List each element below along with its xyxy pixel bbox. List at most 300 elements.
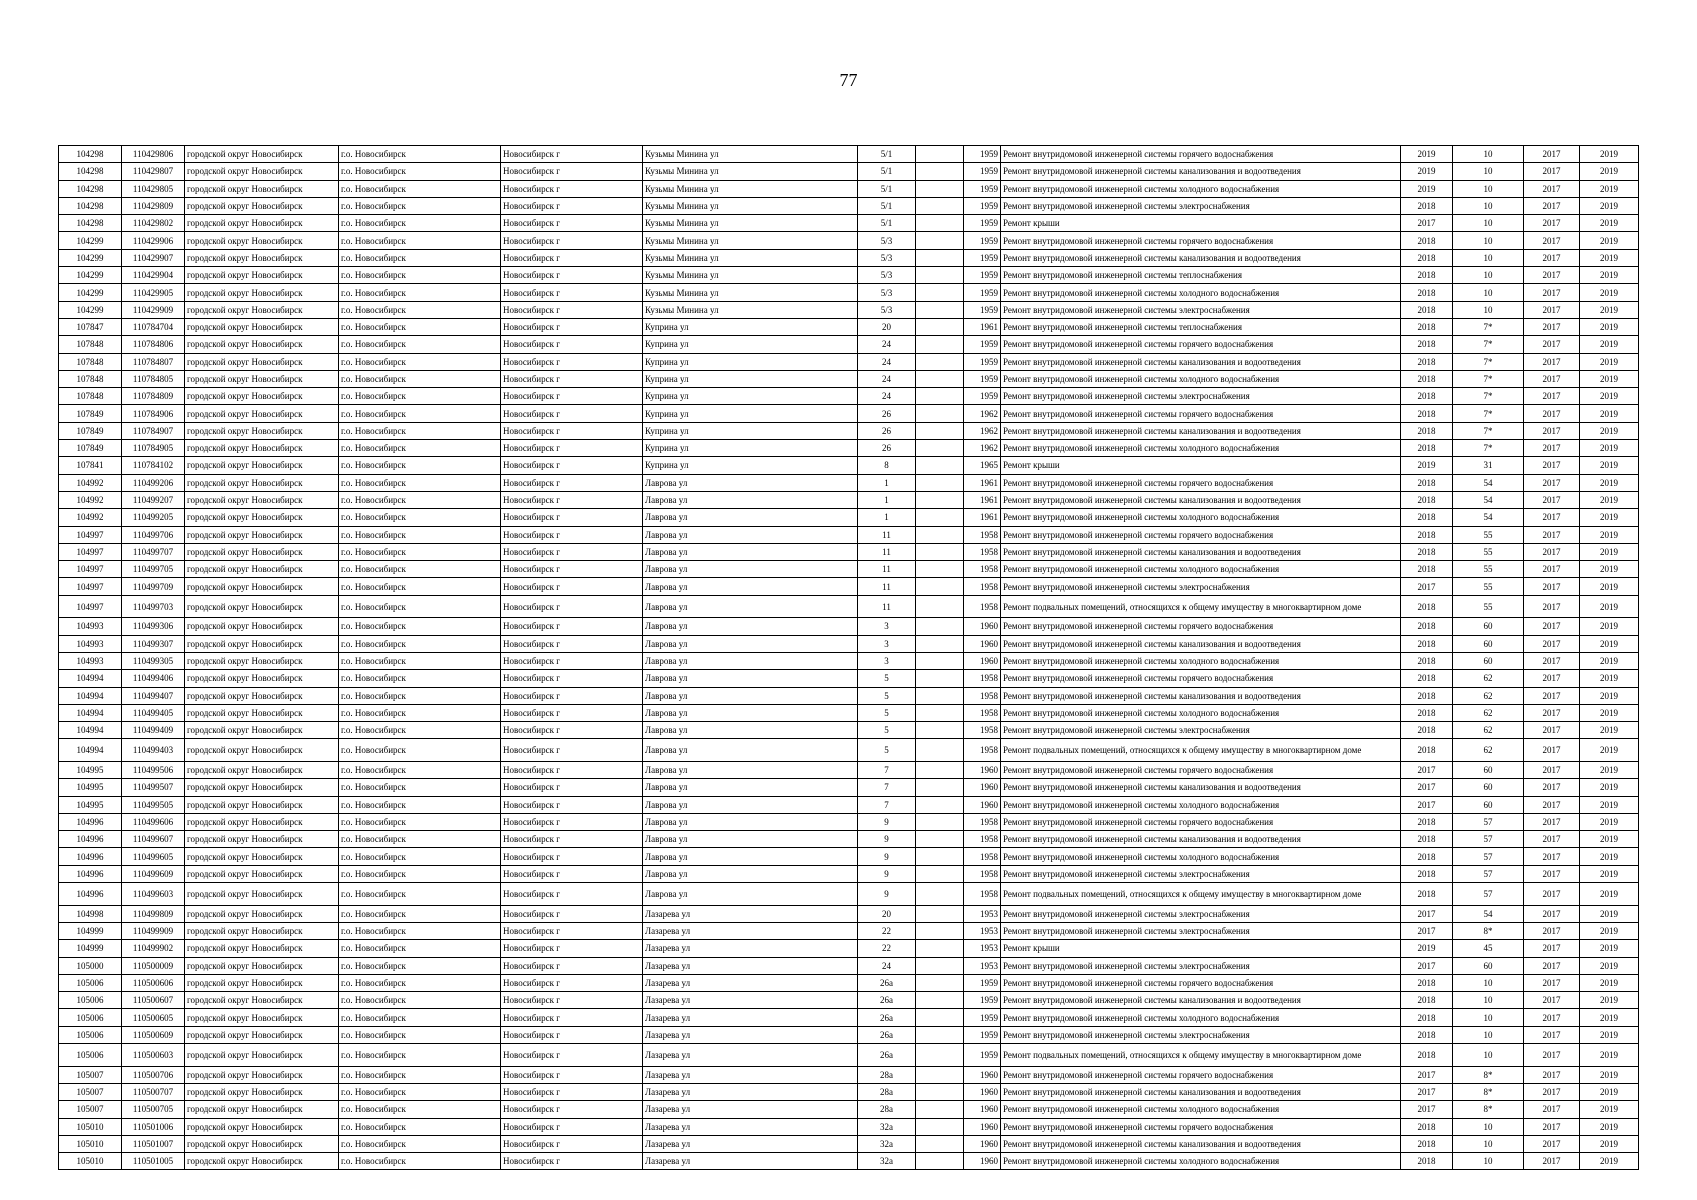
cell-street: Кузьмы Минина ул xyxy=(643,146,858,163)
cell-house-number: 9 xyxy=(858,848,916,865)
cell-municipal-district: городской округ Новосибирск xyxy=(185,353,339,370)
cell-house-id: 104997 xyxy=(59,526,122,543)
cell-municipal-district: городской округ Новосибирск xyxy=(185,543,339,560)
cell-build-year: 1960 xyxy=(964,1135,1001,1152)
cell-house-number: 28а xyxy=(858,1066,916,1083)
cell-house-id: 105007 xyxy=(59,1066,122,1083)
cell-plan-year: 2018 xyxy=(1401,474,1453,491)
cell-period-start: 2017 xyxy=(1524,722,1580,739)
cell-house-id: 107848 xyxy=(59,353,122,370)
cell-element-id: 110429802 xyxy=(122,215,185,232)
cell-build-year: 1958 xyxy=(964,813,1001,830)
cell-period-end: 2019 xyxy=(1580,1083,1639,1100)
table-row xyxy=(59,974,1639,991)
cell-element-id: 110429906 xyxy=(122,232,185,249)
table-row xyxy=(59,1083,1639,1100)
cell-wear-percent: 60 xyxy=(1453,779,1524,796)
cell-work-type: Ремонт внутридомовой инженерной системы электроснабжения xyxy=(1001,301,1401,318)
cell-municipal-district: городской округ Новосибирск xyxy=(185,474,339,491)
cell-plan-year: 2018 xyxy=(1401,652,1453,669)
table-row xyxy=(59,301,1639,318)
cell-work-type: Ремонт внутридомовой инженерной системы канализования и водоотведения xyxy=(1001,992,1401,1009)
cell-corpus xyxy=(916,474,964,491)
cell-element-id: 110499606 xyxy=(122,813,185,830)
cell-period-start: 2017 xyxy=(1524,353,1580,370)
cell-build-year: 1959 xyxy=(964,215,1001,232)
cell-element-id: 110499809 xyxy=(122,905,185,922)
cell-street: Кузьмы Минина ул xyxy=(643,267,858,284)
cell-street: Лаврова ул xyxy=(643,652,858,669)
cell-build-year: 1962 xyxy=(964,405,1001,422)
cell-house-id: 104298 xyxy=(59,163,122,180)
cell-plan-year: 2018 xyxy=(1401,405,1453,422)
cell-corpus xyxy=(916,284,964,301)
table-row xyxy=(59,474,1639,491)
cell-element-id: 110499603 xyxy=(122,883,185,906)
cell-corpus xyxy=(916,670,964,687)
cell-period-end: 2019 xyxy=(1580,831,1639,848)
cell-period-start: 2017 xyxy=(1524,1118,1580,1135)
cell-municipal-district: городской округ Новосибирск xyxy=(185,561,339,578)
cell-corpus xyxy=(916,865,964,882)
cell-house-id: 104299 xyxy=(59,301,122,318)
cell-period-end: 2019 xyxy=(1580,779,1639,796)
cell-work-type: Ремонт внутридомовой инженерной системы канализования и водоотведения xyxy=(1001,1083,1401,1100)
cell-municipal-district: городской округ Новосибирск xyxy=(185,163,339,180)
cell-house-number: 5 xyxy=(858,687,916,704)
cell-corpus xyxy=(916,1101,964,1118)
cell-work-type: Ремонт внутридомовой инженерной системы канализования и водоотведения xyxy=(1001,422,1401,439)
cell-locality: Новосибирск г xyxy=(501,704,643,721)
cell-wear-percent: 60 xyxy=(1453,761,1524,778)
cell-build-year: 1965 xyxy=(964,457,1001,474)
cell-element-id: 110500009 xyxy=(122,957,185,974)
table-row xyxy=(59,848,1639,865)
cell-period-start: 2017 xyxy=(1524,197,1580,214)
cell-house-id: 105006 xyxy=(59,1044,122,1067)
cell-period-end: 2019 xyxy=(1580,353,1639,370)
cell-municipal-district: городской округ Новосибирск xyxy=(185,831,339,848)
cell-municipal-district: городской округ Новосибирск xyxy=(185,388,339,405)
cell-municipal-district: городской округ Новосибирск xyxy=(185,232,339,249)
cell-period-start: 2017 xyxy=(1524,388,1580,405)
cell-municipality: г.о. Новосибирск xyxy=(339,457,501,474)
cell-wear-percent: 62 xyxy=(1453,670,1524,687)
cell-element-id: 110429807 xyxy=(122,163,185,180)
cell-wear-percent: 7* xyxy=(1453,405,1524,422)
cell-build-year: 1960 xyxy=(964,618,1001,635)
cell-period-end: 2019 xyxy=(1580,796,1639,813)
cell-period-end: 2019 xyxy=(1580,1153,1639,1170)
cell-locality: Новосибирск г xyxy=(501,388,643,405)
cell-build-year: 1953 xyxy=(964,905,1001,922)
cell-locality: Новосибирск г xyxy=(501,561,643,578)
cell-house-number: 8 xyxy=(858,457,916,474)
cell-house-id: 107849 xyxy=(59,440,122,457)
cell-locality: Новосибирск г xyxy=(501,865,643,882)
cell-work-type: Ремонт внутридомовой инженерной системы электроснабжения xyxy=(1001,197,1401,214)
cell-municipality: г.о. Новосибирск xyxy=(339,883,501,906)
cell-corpus xyxy=(916,922,964,939)
cell-work-type: Ремонт внутридомовой инженерной системы электроснабжения xyxy=(1001,922,1401,939)
cell-municipal-district: городской округ Новосибирск xyxy=(185,739,339,762)
cell-house-number: 11 xyxy=(858,543,916,560)
cell-corpus xyxy=(916,491,964,508)
cell-build-year: 1959 xyxy=(964,267,1001,284)
cell-plan-year: 2017 xyxy=(1401,215,1453,232)
cell-plan-year: 2017 xyxy=(1401,779,1453,796)
cell-period-end: 2019 xyxy=(1580,491,1639,508)
cell-municipal-district: городской округ Новосибирск xyxy=(185,301,339,318)
cell-house-id: 104299 xyxy=(59,284,122,301)
cell-house-id: 104998 xyxy=(59,905,122,922)
cell-municipality: г.о. Новосибирск xyxy=(339,336,501,353)
cell-build-year: 1958 xyxy=(964,561,1001,578)
cell-period-end: 2019 xyxy=(1580,301,1639,318)
cell-street: Лазарева ул xyxy=(643,992,858,1009)
cell-municipality: г.о. Новосибирск xyxy=(339,796,501,813)
cell-municipality: г.о. Новосибирск xyxy=(339,635,501,652)
table-row xyxy=(59,722,1639,739)
cell-municipal-district: городской округ Новосибирск xyxy=(185,865,339,882)
cell-wear-percent: 31 xyxy=(1453,457,1524,474)
cell-house-number: 5 xyxy=(858,722,916,739)
cell-wear-percent: 7* xyxy=(1453,440,1524,457)
cell-street: Лаврова ул xyxy=(643,670,858,687)
cell-build-year: 1958 xyxy=(964,595,1001,618)
cell-house-number: 24 xyxy=(858,370,916,387)
cell-street: Лазарева ул xyxy=(643,1083,858,1100)
cell-house-id: 104995 xyxy=(59,779,122,796)
cell-period-start: 2017 xyxy=(1524,813,1580,830)
cell-house-number: 32а xyxy=(858,1118,916,1135)
cell-period-start: 2017 xyxy=(1524,831,1580,848)
cell-element-id: 110499406 xyxy=(122,670,185,687)
cell-plan-year: 2018 xyxy=(1401,197,1453,214)
cell-house-number: 28а xyxy=(858,1083,916,1100)
cell-street: Куприна ул xyxy=(643,353,858,370)
cell-street: Лаврова ул xyxy=(643,883,858,906)
cell-house-number: 11 xyxy=(858,526,916,543)
cell-corpus xyxy=(916,1044,964,1067)
cell-build-year: 1960 xyxy=(964,779,1001,796)
cell-build-year: 1960 xyxy=(964,1101,1001,1118)
page-number: 77 xyxy=(839,70,858,90)
cell-element-id: 110499305 xyxy=(122,652,185,669)
cell-wear-percent: 60 xyxy=(1453,635,1524,652)
cell-house-number: 5/3 xyxy=(858,249,916,266)
cell-wear-percent: 10 xyxy=(1453,1153,1524,1170)
cell-locality: Новосибирск г xyxy=(501,163,643,180)
cell-street: Кузьмы Минина ул xyxy=(643,301,858,318)
cell-plan-year: 2018 xyxy=(1401,848,1453,865)
cell-municipal-district: городской округ Новосибирск xyxy=(185,687,339,704)
cell-period-start: 2017 xyxy=(1524,232,1580,249)
cell-plan-year: 2018 xyxy=(1401,509,1453,526)
cell-municipal-district: городской округ Новосибирск xyxy=(185,922,339,939)
cell-house-number: 9 xyxy=(858,813,916,830)
cell-municipality: г.о. Новосибирск xyxy=(339,543,501,560)
cell-municipality: г.о. Новосибирск xyxy=(339,1135,501,1152)
cell-locality: Новосибирск г xyxy=(501,318,643,335)
cell-house-id: 104996 xyxy=(59,865,122,882)
cell-plan-year: 2018 xyxy=(1401,267,1453,284)
table-row xyxy=(59,336,1639,353)
cell-house-number: 7 xyxy=(858,761,916,778)
cell-street: Лазарева ул xyxy=(643,1009,858,1026)
cell-corpus xyxy=(916,318,964,335)
cell-work-type: Ремонт внутридомовой инженерной системы холодного водоснабжения xyxy=(1001,561,1401,578)
cell-period-start: 2017 xyxy=(1524,670,1580,687)
cell-element-id: 110499909 xyxy=(122,922,185,939)
cell-work-type: Ремонт внутридомовой инженерной системы электроснабжения xyxy=(1001,905,1401,922)
cell-street: Куприна ул xyxy=(643,457,858,474)
cell-municipal-district: городской округ Новосибирск xyxy=(185,267,339,284)
cell-municipal-district: городской округ Новосибирск xyxy=(185,509,339,526)
cell-build-year: 1958 xyxy=(964,543,1001,560)
cell-locality: Новосибирск г xyxy=(501,722,643,739)
cell-locality: Новосибирск г xyxy=(501,543,643,560)
cell-period-start: 2017 xyxy=(1524,509,1580,526)
cell-municipal-district: городской округ Новосибирск xyxy=(185,249,339,266)
cell-street: Лаврова ул xyxy=(643,761,858,778)
cell-wear-percent: 7* xyxy=(1453,353,1524,370)
cell-house-number: 26а xyxy=(858,1044,916,1067)
cell-street: Лаврова ул xyxy=(643,813,858,830)
cell-plan-year: 2018 xyxy=(1401,370,1453,387)
cell-locality: Новосибирск г xyxy=(501,595,643,618)
cell-corpus xyxy=(916,215,964,232)
cell-work-type: Ремонт подвальных помещений, относящихся к общему имуществу в многоквартирном доме xyxy=(1001,1044,1401,1067)
table-row xyxy=(59,652,1639,669)
cell-corpus xyxy=(916,422,964,439)
cell-house-number: 20 xyxy=(858,905,916,922)
cell-corpus xyxy=(916,831,964,848)
cell-municipality: г.о. Новосибирск xyxy=(339,1118,501,1135)
cell-house-number: 5 xyxy=(858,704,916,721)
cell-plan-year: 2019 xyxy=(1401,146,1453,163)
cell-period-start: 2017 xyxy=(1524,974,1580,991)
cell-street: Лазарева ул xyxy=(643,974,858,991)
cell-corpus xyxy=(916,1026,964,1043)
cell-locality: Новосибирск г xyxy=(501,353,643,370)
cell-corpus xyxy=(916,704,964,721)
cell-work-type: Ремонт подвальных помещений, относящихся к общему имуществу в многоквартирном доме xyxy=(1001,883,1401,906)
cell-municipal-district: городской округ Новосибирск xyxy=(185,215,339,232)
cell-corpus xyxy=(916,940,964,957)
cell-municipal-district: городской округ Новосибирск xyxy=(185,883,339,906)
cell-municipal-district: городской округ Новосибирск xyxy=(185,595,339,618)
cell-corpus xyxy=(916,883,964,906)
cell-build-year: 1959 xyxy=(964,197,1001,214)
cell-municipal-district: городской округ Новосибирск xyxy=(185,1083,339,1100)
cell-municipal-district: городской округ Новосибирск xyxy=(185,618,339,635)
cell-locality: Новосибирск г xyxy=(501,974,643,991)
cell-plan-year: 2017 xyxy=(1401,796,1453,813)
cell-house-number: 5/3 xyxy=(858,267,916,284)
cell-build-year: 1960 xyxy=(964,796,1001,813)
cell-street: Лаврова ул xyxy=(643,779,858,796)
cell-wear-percent: 62 xyxy=(1453,739,1524,762)
cell-period-start: 2017 xyxy=(1524,1153,1580,1170)
cell-build-year: 1958 xyxy=(964,687,1001,704)
cell-house-id: 105006 xyxy=(59,1026,122,1043)
cell-period-end: 2019 xyxy=(1580,739,1639,762)
cell-corpus xyxy=(916,1009,964,1026)
cell-locality: Новосибирск г xyxy=(501,301,643,318)
cell-work-type: Ремонт внутридомовой инженерной системы электроснабжения xyxy=(1001,1026,1401,1043)
cell-municipal-district: городской округ Новосибирск xyxy=(185,491,339,508)
cell-plan-year: 2018 xyxy=(1401,1026,1453,1043)
cell-street: Лазарева ул xyxy=(643,905,858,922)
cell-house-number: 1 xyxy=(858,491,916,508)
cell-wear-percent: 10 xyxy=(1453,197,1524,214)
cell-work-type: Ремонт внутридомовой инженерной системы горячего водоснабжения xyxy=(1001,974,1401,991)
cell-plan-year: 2018 xyxy=(1401,635,1453,652)
cell-house-id: 105010 xyxy=(59,1153,122,1170)
cell-work-type: Ремонт внутридомовой инженерной системы канализования и водоотведения xyxy=(1001,543,1401,560)
table-row xyxy=(59,197,1639,214)
cell-period-end: 2019 xyxy=(1580,992,1639,1009)
cell-work-type: Ремонт внутридомовой инженерной системы канализования и водоотведения xyxy=(1001,1135,1401,1152)
cell-municipality: г.о. Новосибирск xyxy=(339,1083,501,1100)
cell-municipal-district: городской округ Новосибирск xyxy=(185,284,339,301)
cell-house-id: 105006 xyxy=(59,992,122,1009)
cell-plan-year: 2018 xyxy=(1401,831,1453,848)
table-row xyxy=(59,1066,1639,1083)
cell-plan-year: 2018 xyxy=(1401,992,1453,1009)
cell-period-start: 2017 xyxy=(1524,440,1580,457)
cell-period-end: 2019 xyxy=(1580,635,1639,652)
cell-wear-percent: 7* xyxy=(1453,388,1524,405)
table-row xyxy=(59,318,1639,335)
cell-plan-year: 2019 xyxy=(1401,163,1453,180)
cell-build-year: 1959 xyxy=(964,284,1001,301)
cell-municipality: г.о. Новосибирск xyxy=(339,992,501,1009)
cell-plan-year: 2018 xyxy=(1401,595,1453,618)
cell-period-start: 2017 xyxy=(1524,618,1580,635)
cell-municipal-district: городской округ Новосибирск xyxy=(185,940,339,957)
cell-street: Лаврова ул xyxy=(643,578,858,595)
cell-wear-percent: 10 xyxy=(1453,267,1524,284)
cell-build-year: 1959 xyxy=(964,1009,1001,1026)
cell-house-number: 26а xyxy=(858,1009,916,1026)
cell-municipality: г.о. Новосибирск xyxy=(339,739,501,762)
cell-house-number: 9 xyxy=(858,865,916,882)
cell-period-start: 2017 xyxy=(1524,865,1580,882)
cell-plan-year: 2018 xyxy=(1401,883,1453,906)
table-row xyxy=(59,1044,1639,1067)
cell-municipality: г.о. Новосибирск xyxy=(339,197,501,214)
cell-corpus xyxy=(916,1118,964,1135)
cell-work-type: Ремонт внутридомовой инженерной системы горячего водоснабжения xyxy=(1001,761,1401,778)
cell-street: Кузьмы Минина ул xyxy=(643,180,858,197)
cell-municipal-district: городской округ Новосибирск xyxy=(185,526,339,543)
cell-house-id: 104992 xyxy=(59,509,122,526)
cell-house-id: 105006 xyxy=(59,1009,122,1026)
cell-plan-year: 2017 xyxy=(1401,922,1453,939)
cell-house-number: 22 xyxy=(858,940,916,957)
cell-municipality: г.о. Новосибирск xyxy=(339,163,501,180)
cell-period-start: 2017 xyxy=(1524,526,1580,543)
cell-work-type: Ремонт внутридомовой инженерной системы холодного водоснабжения xyxy=(1001,796,1401,813)
cell-street: Лаврова ул xyxy=(643,509,858,526)
table-row xyxy=(59,249,1639,266)
cell-house-number: 1 xyxy=(858,509,916,526)
cell-municipal-district: городской округ Новосибирск xyxy=(185,1026,339,1043)
cell-work-type: Ремонт крыши xyxy=(1001,940,1401,957)
cell-build-year: 1953 xyxy=(964,957,1001,974)
cell-corpus xyxy=(916,370,964,387)
cell-municipality: г.о. Новосибирск xyxy=(339,722,501,739)
cell-period-start: 2017 xyxy=(1524,422,1580,439)
cell-municipality: г.о. Новосибирск xyxy=(339,687,501,704)
cell-house-id: 104996 xyxy=(59,883,122,906)
cell-period-start: 2017 xyxy=(1524,249,1580,266)
cell-wear-percent: 10 xyxy=(1453,974,1524,991)
table-row xyxy=(59,353,1639,370)
cell-locality: Новосибирск г xyxy=(501,457,643,474)
table-row xyxy=(59,687,1639,704)
cell-house-number: 22 xyxy=(858,922,916,939)
cell-street: Лаврова ул xyxy=(643,526,858,543)
cell-corpus xyxy=(916,905,964,922)
cell-locality: Новосибирск г xyxy=(501,474,643,491)
cell-house-number: 32а xyxy=(858,1135,916,1152)
cell-corpus xyxy=(916,1135,964,1152)
cell-period-end: 2019 xyxy=(1580,1118,1639,1135)
cell-locality: Новосибирск г xyxy=(501,1083,643,1100)
cell-build-year: 1959 xyxy=(964,974,1001,991)
cell-element-id: 110784806 xyxy=(122,336,185,353)
cell-corpus xyxy=(916,249,964,266)
cell-wear-percent: 55 xyxy=(1453,526,1524,543)
cell-corpus xyxy=(916,761,964,778)
cell-house-number: 1 xyxy=(858,474,916,491)
cell-house-id: 105010 xyxy=(59,1118,122,1135)
cell-street: Куприна ул xyxy=(643,318,858,335)
cell-corpus xyxy=(916,267,964,284)
cell-period-end: 2019 xyxy=(1580,1101,1639,1118)
cell-element-id: 110501005 xyxy=(122,1153,185,1170)
cell-house-id: 104299 xyxy=(59,267,122,284)
cell-street: Кузьмы Минина ул xyxy=(643,163,858,180)
cell-period-end: 2019 xyxy=(1580,957,1639,974)
cell-plan-year: 2018 xyxy=(1401,1044,1453,1067)
cell-locality: Новосибирск г xyxy=(501,284,643,301)
cell-municipal-district: городской округ Новосибирск xyxy=(185,318,339,335)
cell-build-year: 1961 xyxy=(964,509,1001,526)
cell-municipal-district: городской округ Новосибирск xyxy=(185,974,339,991)
table-row xyxy=(59,635,1639,652)
cell-house-id: 104994 xyxy=(59,739,122,762)
cell-period-end: 2019 xyxy=(1580,249,1639,266)
cell-build-year: 1961 xyxy=(964,474,1001,491)
cell-house-id: 104298 xyxy=(59,180,122,197)
cell-house-number: 9 xyxy=(858,883,916,906)
cell-municipality: г.о. Новосибирск xyxy=(339,440,501,457)
cell-locality: Новосибирск г xyxy=(501,405,643,422)
cell-build-year: 1958 xyxy=(964,670,1001,687)
table-row xyxy=(59,405,1639,422)
table-row xyxy=(59,543,1639,560)
cell-period-end: 2019 xyxy=(1580,1044,1639,1067)
cell-element-id: 110499605 xyxy=(122,848,185,865)
cell-plan-year: 2018 xyxy=(1401,670,1453,687)
cell-period-end: 2019 xyxy=(1580,267,1639,284)
cell-corpus xyxy=(916,353,964,370)
cell-street: Куприна ул xyxy=(643,405,858,422)
